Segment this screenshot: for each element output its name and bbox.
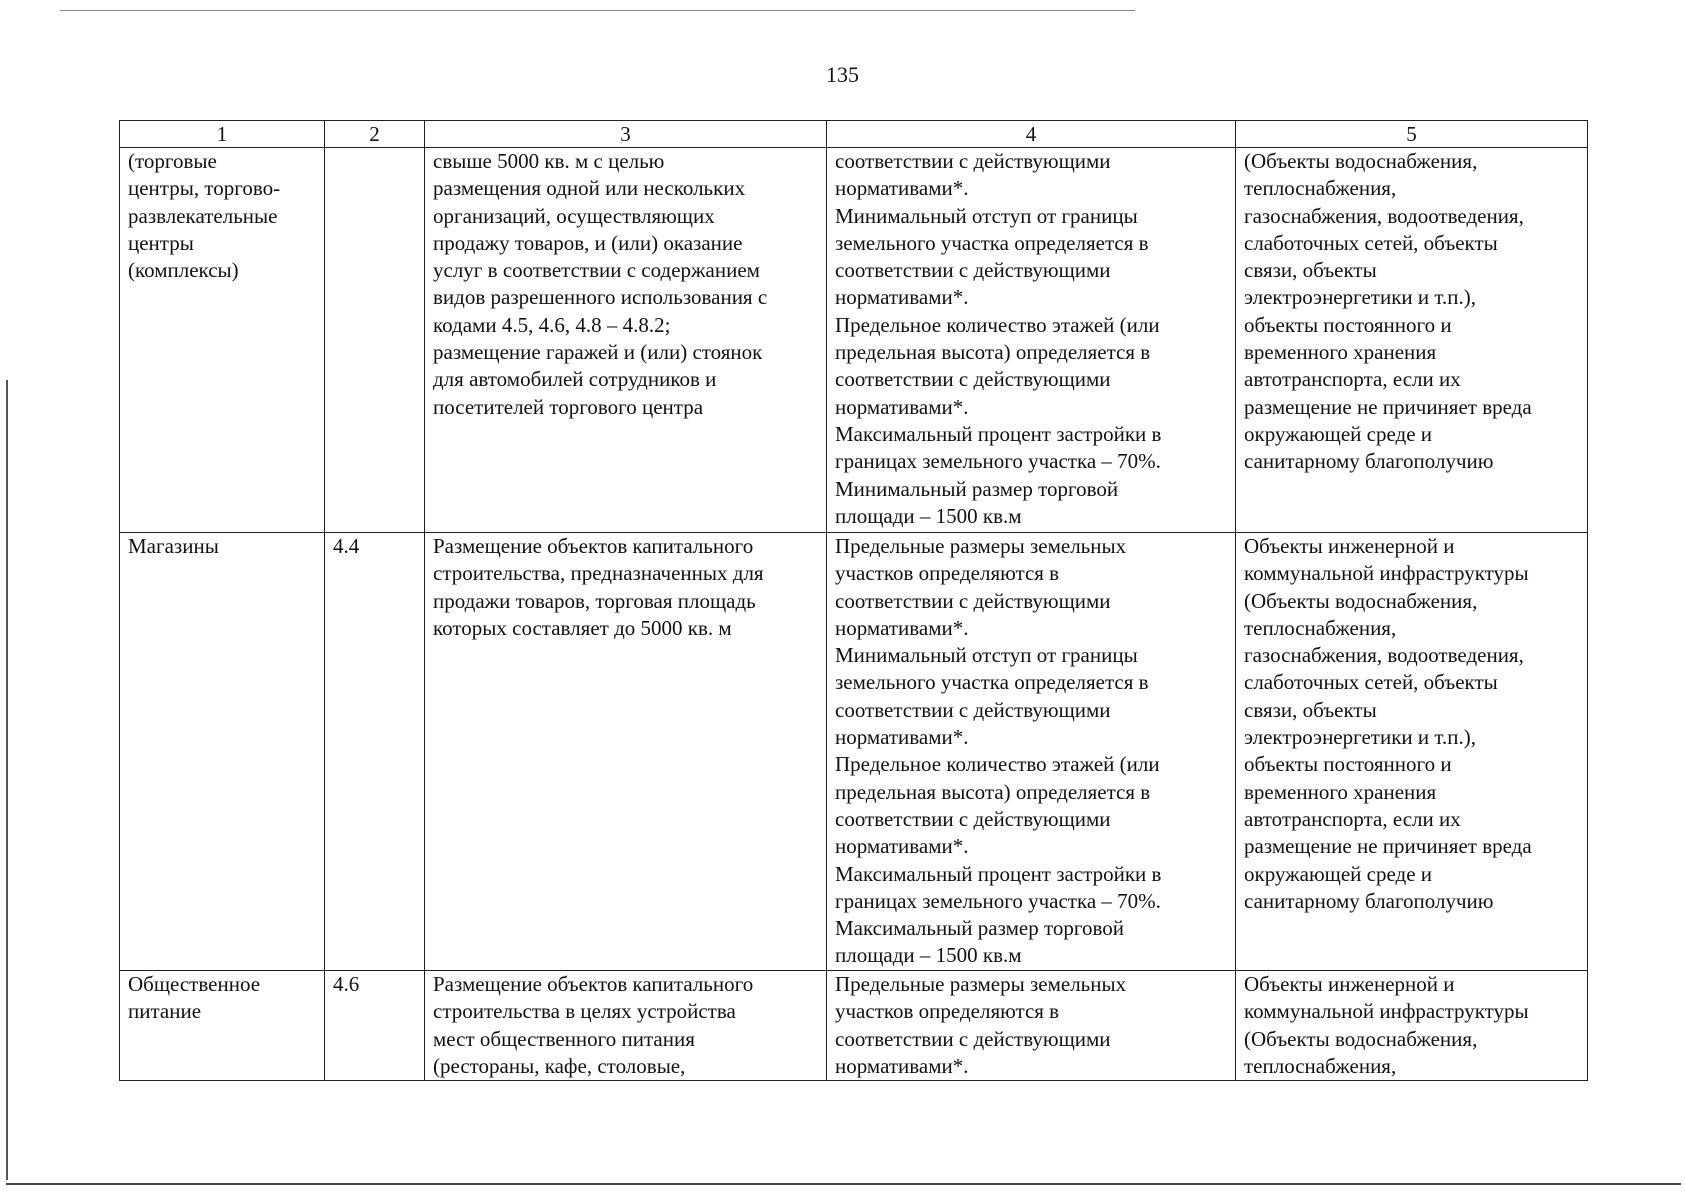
use-description-cell: свыше 5000 кв. м с целью размещения одной или нескольких организаций, осуществляющих продажу товаров, и (или) оказание услуг в соответствии с содержанием видов разрешенного использования с кодами 4.5, 4.6, 4.8 – 4.8.2; размещение гаражей и (или) стоянок для автомобилей сотрудников и посетителей торгового центра (425, 148, 827, 533)
use-code-cell (325, 148, 425, 533)
header-col-2: 2 (325, 121, 425, 148)
use-description-cell: Размещение объектов капитального строительства, предназначенных для продажи товаров, торговая площадь которых составляет до 5000 кв. м (425, 533, 827, 971)
use-name-cell: Общественное питание (120, 971, 325, 1081)
scan-top-line (60, 10, 1135, 11)
parameters-cell: соответствии с действующими нормативами*. Минимальный отступ от границы земельного участка определяется в соответствии с действующими нормативами*. Предельное количество этажей (или предельная высота) определяется в соответствии с действующими нормативами*. Максимальный процент застройки в границах земельного участка – 70%. Минимальный размер торговой площади – 1500 кв.м (827, 148, 1236, 533)
auxiliary-uses-cell: Объекты инженерной и коммунальной инфраструктуры (Объекты водоснабжения, теплоснабжения, (1236, 971, 1588, 1081)
use-description-cell: Размещение объектов капитального строительства в целях устройства мест общественного питания (рестораны, кафе, столовые, (425, 971, 827, 1081)
auxiliary-uses-cell: (Объекты водоснабжения, теплоснабжения, газоснабжения, водоотведения, слаботочных сетей, объекты связи, объекты электроэнергетики и т.п.), объекты постоянного и временного хранения автотранспорта, если их размещение не причиняет вреда окружающей среде и санитарному благополучию (1236, 148, 1588, 533)
use-code-cell: 4.6 (325, 971, 425, 1081)
use-code-cell: 4.4 (325, 533, 425, 971)
header-col-5: 5 (1236, 121, 1588, 148)
land-use-table (119, 120, 1588, 1081)
auxiliary-uses-cell: Объекты инженерной и коммунальной инфраструктуры (Объекты водоснабжения, теплоснабжения, газоснабжения, водоотведения, слаботочных сетей, объекты связи, объекты электроэнергетики и т.п.), объекты постоянного и временного хранения автотранспорта, если их размещение не причиняет вреда окружающей среде и санитарному благополучию (1236, 533, 1588, 971)
scan-left-edge (6, 380, 8, 1180)
parameters-cell: Предельные размеры земельных участков определяются в соответствии с действующими нормативами*. Минимальный отступ от границы земельного участка определяется в соответствии с действующими нормативами*. Предельное количество этажей (или предельная высота) определяется в соответствии с действующими нормативами*. Максимальный процент застройки в границах земельного участка – 70%. Максимальный размер торговой площади – 1500 кв.м (827, 533, 1236, 971)
header-row (120, 121, 1588, 148)
table-row (120, 971, 1588, 1081)
use-name-cell: (торговые центры, торгово- развлекательные центры (комплексы) (120, 148, 325, 533)
parameters-cell: Предельные размеры земельных участков определяются в соответствии с действующими нормативами*. (827, 971, 1236, 1081)
header-col-4: 4 (827, 121, 1236, 148)
header-col-3: 3 (425, 121, 827, 148)
page-number: 135 (826, 62, 859, 87)
use-name-cell: Магазины (120, 533, 325, 971)
table-row (120, 148, 1588, 533)
table-row (120, 533, 1588, 971)
header-col-1: 1 (120, 121, 325, 148)
scan-bottom-edge (6, 1183, 1681, 1185)
